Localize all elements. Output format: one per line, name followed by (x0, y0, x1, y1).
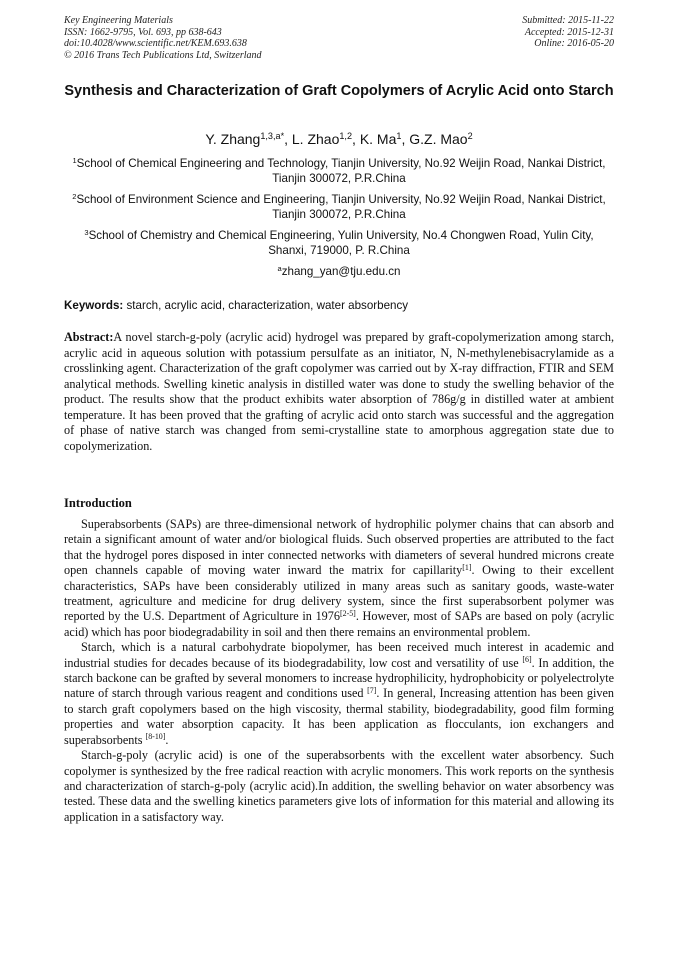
journal-copyright: © 2016 Trans Tech Publications Ltd, Switzerland (64, 49, 262, 61)
affiliation-2: $^2$School of Environment Science and Engineering, Tianjin University, No.92 Weijin Road, Nankai District, Tianjin 300072, P.R.China (72, 191, 606, 221)
journal-doi[interactable]: doi:10.4028/www.scientific.net/KEM.693.638 (64, 38, 247, 49)
keywords-text: starch, acrylic acid, characterization, water absorbency (123, 299, 409, 312)
keywords (64, 298, 614, 313)
section-heading-introduction: Introduction (64, 496, 132, 510)
paragraph: Superabsorbents (SAPs) are three-dimensional network of hydrophilic polymer chains that can absorb and retain a significant amount of water and/or biological fluids. Such observed properties are attributed to the fact that the hydrogel pores disposed in inter connected networks with diameters of several hundred microns create open channels capable of moving water inward the matrix for capillarity[1]. Owing to their excellent characteristics, SAPs have been considerably utilized in many areas such as sanitary goods, waste-water treatment, agriculture and medicine for drug delivery system, since the first superabsorbent polymer was reported by the U.S. Department of Agriculture in 1976[2-5]. However, most of SAPs are based on poly (acrylic acid) which has poor biodegradability in soil and then there remains an environmental problem. (64, 517, 614, 639)
author: L. Zhao$^{1,2}$, (291, 131, 360, 147)
author-list (64, 130, 614, 148)
introduction-body (64, 517, 614, 825)
date-accepted: Accepted: 2015-12-31 (524, 26, 614, 38)
abstract-text: A novel starch-g-poly (acrylic acid) hydrogel was prepared by graft-copolymerization among starch, acrylic acid in aqueous solution with potassium persulfate as an initiator, N, N-methylenebisacrylamide as a crosslinking agent. Characterization of the graft copolymer was carried out by X-ray diffraction, FTIR and SEM analytical methods. Swelling kinetic analysis in distilled water was done to study the swelling behavior of the product. The results show that the product exhibits water absorption of 786g/g in distilled water at ambient temperature. It has been proved that the grafting of acrylic acid onto starch was successful and the aggregation of phase of native starch was changed from semi-crystalline state to amorphous aggregation state due to copolymerization. (64, 330, 614, 453)
journal-header-right (522, 15, 614, 50)
abstract (64, 330, 614, 454)
paragraph: Starch, which is a natural carbohydrate biopolymer, has been received much interest in academic and industrial studies for decades because of its biodegradability, low cost and versatility of use [6]. In addition, the starch backone can be grafted by several monomers to increase hydrophilicity, hydrophobicity or polyelectrolyte nature of starch through various reagent and conditions used [7]. In general, Increasing attention has been given to starch graft copolymers based on the high viscosity, thermal stability, biodegradability, good film forming properties and water absorption capacity. It has been application as flocculants, ion exchangers and superabsorbents [8-10]. (64, 640, 614, 747)
journal-header-left (64, 15, 262, 61)
citation[interactable]: [1] (462, 562, 472, 572)
abstract-label: Abstract: (64, 330, 114, 344)
date-submitted: Submitted: 2015-11-22 (522, 15, 614, 26)
paragraph: Starch-g-poly (acrylic acid) is one of the superabsorbents with the excellent water absorbency. Such copolymer is synthesized by the free radical reaction with acrylic monomers. This work reports on the synthesis and characterization of starch-g-poly (acrylic acid).In addition, the swelling behavior on water absorbency was tested. These data and the swelling kinetics parameters give lots of information for this material and allowing its application in a satisfactory way. (64, 748, 614, 824)
journal-name: Key Engineering Materials (64, 15, 173, 26)
journal-issn: ISSN: 1662-9795, Vol. 693, pp 638-643 (64, 26, 222, 38)
keywords-label: Keywords: (64, 299, 124, 312)
paper-title: Synthesis and Characterization of Graft Copolymers of Acrylic Acid onto Starch (64, 83, 614, 99)
citation[interactable]: [6] (522, 655, 532, 665)
citation[interactable]: [8-10] (145, 732, 166, 742)
date-online: Online: 2016-05-20 (534, 38, 614, 49)
author: K. Ma$^1$, (359, 131, 410, 147)
affiliation-3: $^3$School of Chemistry and Chemical Engineering, Yulin University, No.4 Chongwen Road, Yulin City, Shanxi, 719000, P. R.China (84, 227, 594, 257)
author: Y. Zhang$^{1,3,a*}$, (205, 131, 292, 147)
corresponding-email[interactable]: $^a$zhang_yan@tju.edu.cn (277, 263, 401, 278)
citation[interactable]: [2-5] (339, 609, 356, 619)
citation[interactable]: [7] (367, 686, 377, 696)
author: G.Z. Mao$^2$ (409, 131, 473, 147)
affiliation-1: $^1$School of Chemical Engineering and Technology, Tianjin University, No.92 Weijin Road, Nankai District, Tianjin 300072, P.R.China (72, 155, 606, 185)
